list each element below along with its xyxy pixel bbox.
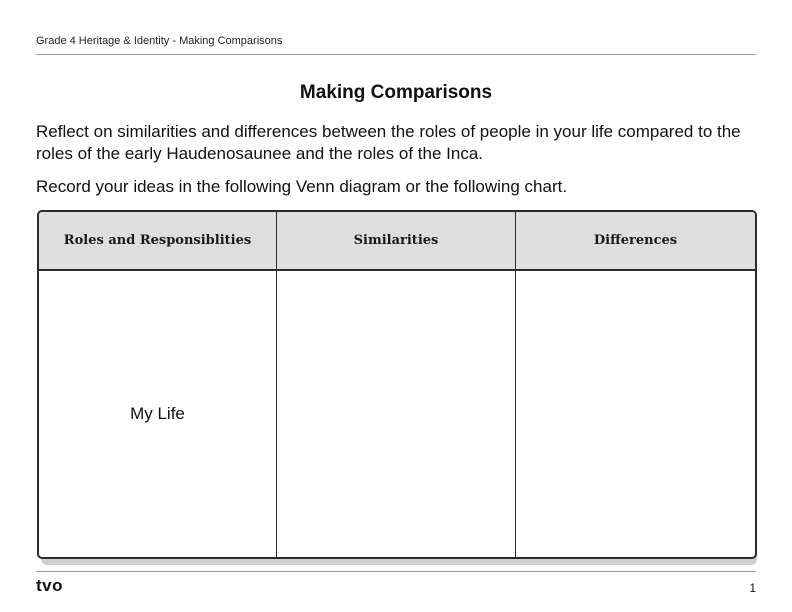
page-title: Making Comparisons	[299, 82, 493, 103]
table-cell-my-life: My Life	[130, 404, 185, 423]
table-header-row	[39, 212, 755, 271]
column-header-roles: Roles and Responsiblities	[63, 233, 252, 248]
comparison-chart	[37, 210, 757, 559]
table-cell-differences[interactable]	[516, 271, 755, 557]
table-cell-similarities[interactable]	[277, 271, 515, 557]
column-header-differences: Differences	[593, 233, 678, 248]
running-header: Grade 4 Heritage & Identity - Making Comparisons	[36, 35, 283, 47]
instruction-record: Record your ideas in the following Venn diagram or the following chart.	[36, 177, 568, 196]
column-header-similarities: Similarities	[353, 233, 439, 248]
tvo-logo: tvo	[36, 576, 63, 595]
footer-divider	[36, 571, 756, 572]
instruction-reflect: Reflect on similarities and differences between the roles of people in your life compared to the roles of the early Haudenosaunee and the roles of the Inca.	[36, 122, 741, 163]
header-divider	[36, 54, 756, 55]
page-number: 1	[749, 581, 756, 595]
